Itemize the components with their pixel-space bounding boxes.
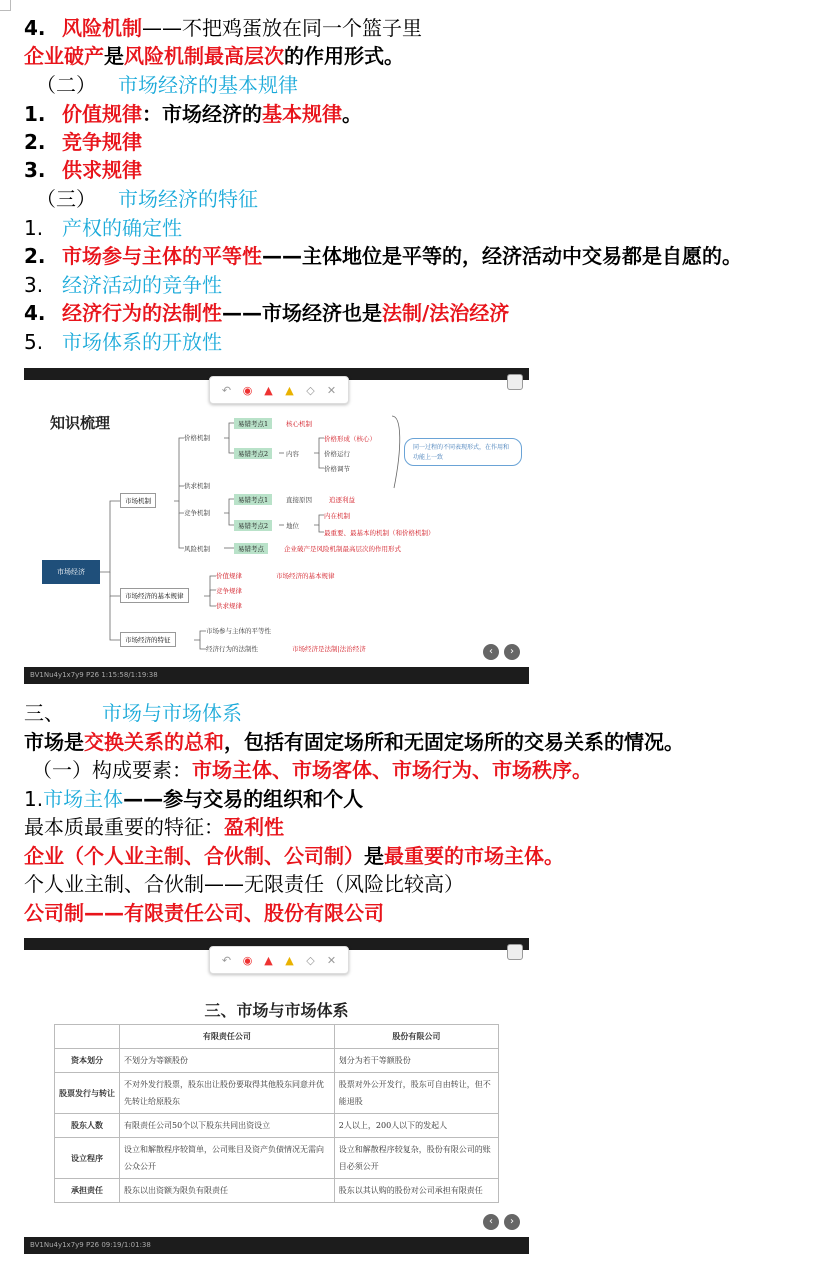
undo-icon[interactable]: ↶ (221, 953, 232, 967)
prev-icon[interactable]: ‹ (483, 644, 499, 660)
table-cell: 设立和解散程序较复杂，股份有限公司的账目必须公开 (334, 1138, 498, 1179)
exam-point-tag: 易错考点2 (234, 448, 272, 459)
page-corner-mark (0, 0, 11, 11)
note-line: 5. 市场体系的开放性 (24, 330, 222, 354)
node-text: 最重要、最基本的机制（和价格机制） (324, 529, 435, 537)
table-header-row (55, 1025, 499, 1049)
table-screenshot (24, 938, 529, 1254)
table-row (55, 1049, 499, 1073)
note-line: 1. 价值规律：市场经济的基本规律。 (24, 102, 362, 126)
note-line: （一）构成要素：市场主体、市场客体、市场行为、市场秩序。 (32, 758, 592, 782)
row-header: 承担责任 (55, 1179, 120, 1203)
note-line: 最本质最重要的特征：盈利性 (24, 815, 284, 839)
table-header: 股份有限公司 (334, 1025, 498, 1049)
node-text: 经济行为的法制性 (206, 645, 258, 653)
node-text: 价格调节 (324, 465, 350, 473)
note-bubble: 同一过程的不同表现形式，在作用和功能上一致 (404, 438, 522, 466)
eraser-icon[interactable]: ◇ (306, 383, 315, 397)
next-icon[interactable]: › (504, 644, 520, 660)
table-cell: 股东以出资额为限负有限责任 (120, 1179, 335, 1203)
record-icon[interactable]: ◉ (242, 383, 253, 397)
table-header: 有限责任公司 (120, 1025, 335, 1049)
table-cell: 股票对外公开发行，股东可自由转让，但不能退股 (334, 1073, 498, 1114)
table-cell: 不对外发行股票，股东出让股份要取得其他股东同意并优先转让给原股东 (120, 1073, 335, 1114)
table-row (55, 1179, 499, 1203)
root-node: 市场经济 (42, 560, 100, 584)
note-line: 个人业主制、合伙制——无限责任（风险比较高） (24, 872, 464, 896)
table-header (55, 1025, 120, 1049)
section-heading: （二） 市场经济的基本规律 (36, 73, 298, 97)
prev-icon[interactable]: ‹ (483, 1214, 499, 1230)
table-cell: 设立和解散程序较简单，公司账目及资产负债情况无需向公众公开 (120, 1138, 335, 1179)
slide-title: 三、市场与市场体系 (204, 1001, 349, 1020)
note-line: 2. 市场参与主体的平等性——主体地位是平等的，经济活动中交易都是自愿的。 (24, 244, 742, 268)
annotation-toolbar (209, 946, 349, 974)
next-icon[interactable]: › (504, 1214, 520, 1230)
note-line: 市场是交换关系的总和，包括有固定场所和无固定场所的交易关系的情况。 (24, 730, 684, 754)
exam-point-tag: 易错考点1 (234, 418, 272, 429)
pen-icon[interactable]: ▲ (264, 383, 273, 397)
features-node: 市场经济的特征 (120, 632, 176, 647)
node-text: 直接原因 (286, 496, 312, 504)
fullscreen-icon[interactable] (507, 944, 523, 960)
node-text: 价格形成（核心） (324, 435, 376, 443)
close-icon[interactable]: ✕ (326, 953, 337, 967)
section-heading: 三、 市场与市场体系 (24, 701, 242, 725)
undo-icon[interactable]: ↶ (221, 383, 232, 397)
node-text: 竞争规律 (216, 587, 242, 595)
table-row (55, 1114, 499, 1138)
mindmap-title: 知识梳理 (50, 414, 111, 432)
close-icon[interactable]: ✕ (326, 383, 337, 397)
mindmap-connectors (24, 368, 529, 684)
note-line: 4. 风险机制——不把鸡蛋放在同一个篮子里 (24, 16, 422, 40)
exam-point-tag: 易错考点 (234, 543, 268, 554)
node-text: 价值规律 (216, 572, 242, 580)
record-icon[interactable]: ◉ (242, 953, 253, 967)
basic-law-node: 市场经济的基本规律 (120, 588, 189, 603)
row-header: 设立程序 (55, 1138, 120, 1179)
table-row (55, 1138, 499, 1179)
row-header: 股东人数 (55, 1114, 120, 1138)
note-line: 企业（个人业主制、合伙制、公司制）是最重要的市场主体。 (24, 844, 564, 868)
table-cell: 2人以上，200人以下的发起人 (334, 1114, 498, 1138)
pen-icon[interactable]: ▲ (264, 953, 273, 967)
node-text: 企业破产是风险机制最高层次的作用形式 (284, 545, 401, 553)
exam-point-tag: 易错考点1 (234, 494, 272, 505)
market-mechanism-node: 市场机制 (120, 493, 156, 508)
node-text: 市场经济是法制|法治经济 (292, 645, 366, 653)
row-header: 股票发行与转让 (55, 1073, 120, 1114)
node-text: 内容 (286, 450, 299, 458)
risk-mechanism-node: 风险机制 (184, 545, 210, 553)
note-line: 企业破产是风险机制最高层次的作用形式。 (24, 44, 404, 68)
video-footer: BV1Nu4y1x7y9 P26 1:15:58/1:19:38 (24, 667, 529, 684)
row-header: 资本划分 (55, 1049, 120, 1073)
node-text: 追逐利益 (329, 496, 355, 504)
node-text: 市场经济的基本规律 (276, 572, 335, 580)
highlighter-icon[interactable]: ▲ (285, 953, 294, 967)
table-cell: 划分为若干等额股份 (334, 1049, 498, 1073)
exam-point-tag: 易错考点2 (234, 520, 272, 531)
node-text: 核心机制 (286, 420, 312, 428)
company-comparison-table (54, 1024, 499, 1203)
table-cell: 有限责任公司50个以下股东共同出资设立 (120, 1114, 335, 1138)
price-mechanism-node: 价格机制 (184, 434, 210, 442)
node-text: 供求规律 (216, 602, 242, 610)
compete-mechanism-node: 竞争机制 (184, 509, 210, 517)
section-heading: （三） 市场经济的特征 (36, 187, 258, 211)
note-line: 公司制——有限责任公司、股份有限公司 (24, 901, 384, 925)
note-line: 2. 竞争规律 (24, 130, 142, 154)
eraser-icon[interactable]: ◇ (306, 953, 315, 967)
video-footer: BV1Nu4y1x7y9 P26 09:19/1:01:38 (24, 1237, 529, 1254)
table-cell: 不划分为等额股份 (120, 1049, 335, 1073)
node-text: 内在机制 (324, 512, 350, 520)
supply-mechanism-node: 供求机制 (184, 482, 210, 490)
note-line: 1. 产权的确定性 (24, 216, 182, 240)
table-row (55, 1073, 499, 1114)
note-line: 3. 供求规律 (24, 158, 142, 182)
node-text: 地位 (286, 522, 299, 530)
note-line: 4. 经济行为的法制性——市场经济也是法制/法治经济 (24, 301, 510, 325)
table-cell: 股东以其认购的股份对公司承担有限责任 (334, 1179, 498, 1203)
node-text: 市场参与主体的平等性 (206, 627, 271, 635)
highlighter-icon[interactable]: ▲ (285, 383, 294, 397)
note-line: 1.市场主体——参与交易的组织和个人 (24, 787, 364, 811)
node-text: 价格运行 (324, 450, 350, 458)
mindmap-screenshot (24, 368, 529, 684)
note-line: 3. 经济活动的竞争性 (24, 273, 222, 297)
